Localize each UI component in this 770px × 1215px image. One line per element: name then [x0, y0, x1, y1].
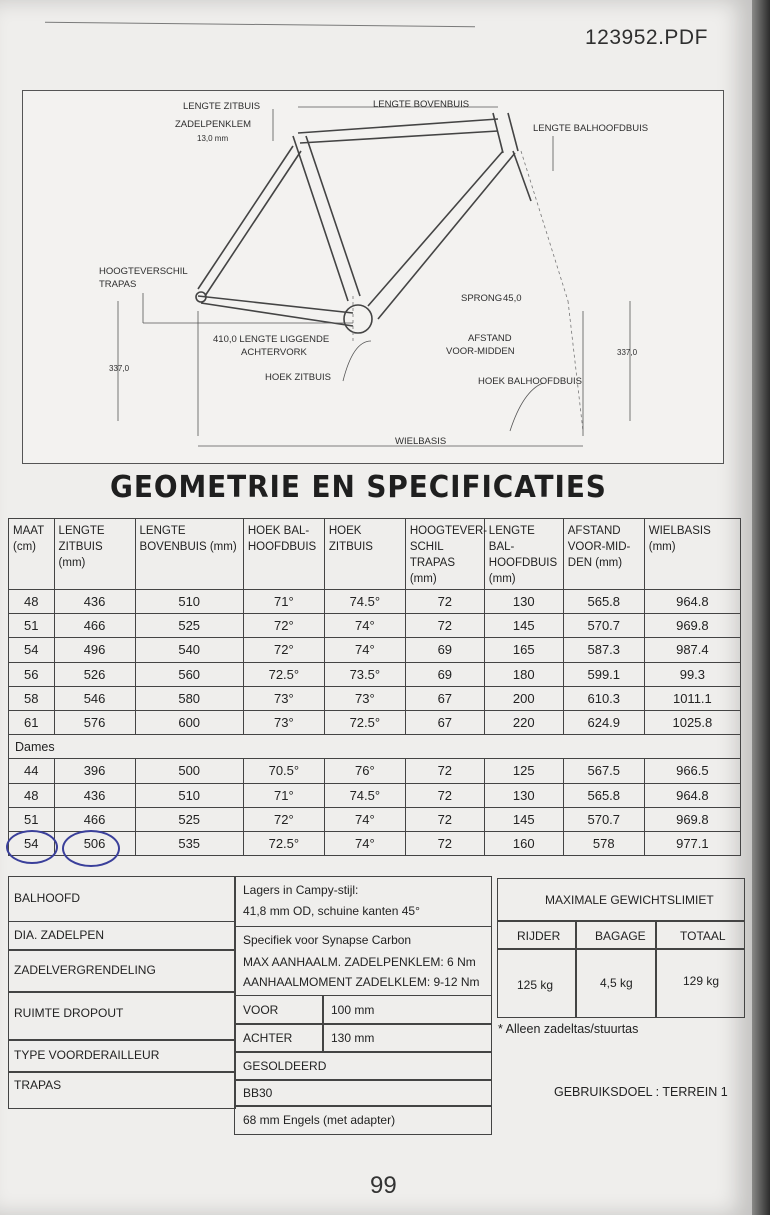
- label-fork-rake: SPRONG: [461, 293, 503, 304]
- weights-note: * Alleen zadeltas/stuurtas: [498, 1022, 639, 1036]
- geometry-header-2: LENGTE BOVENBUIS (mm): [135, 519, 243, 590]
- table-cell: 130: [484, 590, 563, 614]
- table-cell: 220: [484, 710, 563, 734]
- table-cell: 599.1: [563, 662, 644, 686]
- geometry-header-4: HOEK ZITBUIS: [324, 519, 405, 590]
- table-cell: 72.5°: [324, 710, 405, 734]
- label-bb-drop: HOOGTEVERSCHIL: [99, 266, 188, 277]
- table-cell: 160: [484, 831, 563, 855]
- geometry-header-5: HOOGTEVER- SCHIL TRAPAS (mm): [405, 519, 484, 590]
- table-cell: 964.8: [644, 590, 740, 614]
- table-cell: 506: [54, 831, 135, 855]
- page-title: GEOMETRIE EN SPECIFICATIES: [110, 470, 607, 505]
- table-row: [9, 783, 741, 807]
- table-cell: 72°: [243, 807, 324, 831]
- table-cell: 145: [484, 614, 563, 638]
- spec-trapas-label-cell: [8, 1071, 236, 1109]
- spec-derailleur-label: TYPE VOORDERAILLEUR: [14, 1048, 160, 1062]
- spec-derailleur-value-cell: [234, 1051, 492, 1081]
- spec-achter-label-cell: [234, 1023, 324, 1053]
- table-cell: 966.5: [644, 759, 740, 783]
- table-cell: 977.1: [644, 831, 740, 855]
- table-row: [9, 614, 741, 638]
- table-cell: 600: [135, 710, 243, 734]
- table-cell: 165: [484, 638, 563, 662]
- spec-zadelverg-label: ZADELVERGRENDELING: [14, 963, 156, 977]
- table-cell: 73°: [243, 710, 324, 734]
- spec-balhoofd-value-2: 41,8 mm OD, schuine kanten 45°: [243, 904, 420, 918]
- label-seatpost-clamp: ZADELPENKLEM: [175, 119, 252, 130]
- weights-value-rijder: 125 kg: [517, 978, 554, 992]
- top-tube-line: [298, 119, 498, 133]
- table-cell: 587.3: [563, 638, 644, 662]
- table-cell: 71°: [243, 783, 324, 807]
- table-cell: 466: [54, 614, 135, 638]
- table-cell: 56: [9, 662, 55, 686]
- table-section-row: [9, 735, 741, 759]
- table-cell: 466: [54, 807, 135, 831]
- spec-derailleur-value: GESOLDEERD: [243, 1059, 327, 1073]
- table-cell: 200: [484, 686, 563, 710]
- table-cell: 71°: [243, 590, 324, 614]
- label-wheelbase: WIELBASIS: [395, 436, 447, 447]
- geometry-table: [8, 518, 741, 856]
- spec-zadelverg-value-cell: [234, 951, 492, 996]
- weights-header-rijder: RIJDER: [517, 929, 561, 943]
- file-label: 123952.PDF: [585, 26, 708, 49]
- table-cell: 500: [135, 759, 243, 783]
- table-cell: 570.7: [563, 807, 644, 831]
- table-cell: 74°: [324, 614, 405, 638]
- table-row: [9, 590, 741, 614]
- spec-trapas-value-cell-1: [234, 1079, 492, 1107]
- spec-zadelpen-value: Specifiek voor Synapse Carbon: [243, 933, 412, 947]
- table-cell: 61: [9, 710, 55, 734]
- table-cell: 44: [9, 759, 55, 783]
- pen-circle-seat-tube: [62, 830, 120, 867]
- usage-label: GEBRUIKSDOEL : TERREIN 1: [554, 1085, 728, 1099]
- spec-achter-value-cell: [322, 1023, 492, 1053]
- table-cell: 964.8: [644, 783, 740, 807]
- weights-header-bagage-cell: [575, 920, 657, 950]
- weights-header-totaal-cell: [655, 920, 745, 950]
- table-cell: 72.5°: [243, 662, 324, 686]
- weights-header-totaal: TOTAAL: [680, 929, 726, 943]
- header-rule: [45, 22, 475, 28]
- table-cell: 69: [405, 662, 484, 686]
- label-chainstay: 410,0 LENGTE LIGGENDE: [213, 334, 330, 345]
- table-cell: 73.5°: [324, 662, 405, 686]
- weights-title-cell: [497, 878, 745, 922]
- table-cell: 436: [54, 783, 135, 807]
- spec-voor-value-cell: [322, 995, 492, 1025]
- table-cell: 67: [405, 686, 484, 710]
- weights-value-bagage-cell: [575, 948, 657, 1018]
- table-cell: 51: [9, 614, 55, 638]
- table-cell: 125: [484, 759, 563, 783]
- table-cell: 565.8: [563, 783, 644, 807]
- spec-zadelpen-value-cell: [234, 925, 492, 951]
- table-cell: 525: [135, 614, 243, 638]
- geometry-header-6: LENGTE BAL- HOOFDBUIS (mm): [484, 519, 563, 590]
- label-front-center-2: VOOR-MIDDEN: [446, 346, 515, 357]
- table-row: [9, 638, 741, 662]
- table-cell: 54: [9, 638, 55, 662]
- spec-dropout-label: RUIMTE DROPOUT: [14, 1006, 124, 1020]
- book-edge: [752, 0, 770, 1215]
- spec-zadelverg-value-1: MAX AANHAALM. ZADELPENKLEM: 6 Nm: [243, 955, 476, 969]
- table-cell: 987.4: [644, 638, 740, 662]
- table-cell: 546: [54, 686, 135, 710]
- weights-value-totaal: 129 kg: [683, 974, 720, 988]
- spec-zadelpen-label: DIA. ZADELPEN: [14, 928, 105, 942]
- label-chainstay-2: ACHTERVORK: [241, 347, 307, 358]
- table-row: [9, 807, 741, 831]
- table-cell: 72: [405, 759, 484, 783]
- spec-balhoofd-label-cell: [8, 876, 236, 922]
- table-cell: 565.8: [563, 590, 644, 614]
- weights-value-bagage: 4,5 kg: [600, 976, 633, 990]
- weights-title: MAXIMALE GEWICHTSLIMIET: [545, 893, 714, 907]
- table-cell: 72°: [243, 614, 324, 638]
- table-cell: 1011.1: [644, 686, 740, 710]
- table-cell: 74°: [324, 638, 405, 662]
- table-cell: 526: [54, 662, 135, 686]
- spec-balhoofd-value-cell: [234, 876, 492, 927]
- table-cell: 48: [9, 590, 55, 614]
- table-cell: 70.5°: [243, 759, 324, 783]
- table-cell: 72: [405, 614, 484, 638]
- table-cell: 576: [54, 710, 135, 734]
- table-row: [9, 759, 741, 783]
- table-cell: 510: [135, 783, 243, 807]
- table-cell: 610.3: [563, 686, 644, 710]
- table-cell: 72: [405, 831, 484, 855]
- table-cell: 580: [135, 686, 243, 710]
- table-row: [9, 710, 741, 734]
- geometry-header-3: HOEK BAL- HOOFDBUIS: [243, 519, 324, 590]
- label-seat-angle: HOEK ZITBUIS: [265, 372, 331, 383]
- spec-balhoofd-value-1: Lagers in Campy-stijl:: [243, 883, 359, 897]
- table-cell: 969.8: [644, 614, 740, 638]
- table-cell: 969.8: [644, 807, 740, 831]
- spec-dropout-label-cell: [8, 991, 236, 1041]
- table-cell: 73°: [243, 686, 324, 710]
- label-bb-drop-2: TRAPAS: [99, 279, 137, 290]
- table-cell: 58: [9, 686, 55, 710]
- table-cell: 51: [9, 807, 55, 831]
- weights-header-rijder-cell: [497, 920, 577, 950]
- label-seat-tube-length: LENGTE ZITBUIS: [183, 101, 261, 112]
- geometry-header-8: WIELBASIS (mm): [644, 519, 740, 590]
- spec-derailleur-label-cell: [8, 1039, 236, 1073]
- table-cell: 73°: [324, 686, 405, 710]
- spec-trapas-value-cell-2: [234, 1105, 492, 1135]
- table-cell: 99.3: [644, 662, 740, 686]
- table-cell: 540: [135, 638, 243, 662]
- table-cell: 510: [135, 590, 243, 614]
- weights-value-totaal-cell: [655, 948, 745, 1018]
- table-cell: 436: [54, 590, 135, 614]
- frame-geometry-diagram: [22, 90, 724, 464]
- spec-voor-label-cell: [234, 995, 324, 1025]
- label-head-angle: HOEK BALHOOFDBUIS: [478, 376, 582, 387]
- weights-value-rijder-cell: [497, 948, 577, 1018]
- table-cell: 130: [484, 783, 563, 807]
- table-cell: 72: [405, 783, 484, 807]
- spec-voor-label: VOOR: [243, 1003, 279, 1017]
- table-cell: 74.5°: [324, 783, 405, 807]
- table-cell: 74°: [324, 831, 405, 855]
- label-left-height: 337,0: [109, 364, 130, 373]
- label-top-tube-length: LENGTE BOVENBUIS: [373, 99, 470, 110]
- geometry-header-0: MAAT (cm): [9, 519, 55, 590]
- table-cell: 72: [405, 807, 484, 831]
- section-label-dames: Dames: [9, 735, 741, 759]
- label-right-height: 337,0: [617, 348, 638, 357]
- table-cell: 76°: [324, 759, 405, 783]
- table-cell: 72°: [243, 638, 324, 662]
- weights-header-bagage: BAGAGE: [595, 929, 646, 943]
- table-cell: 567.5: [563, 759, 644, 783]
- table-cell: 624.9: [563, 710, 644, 734]
- pen-circle-size: [6, 830, 58, 864]
- table-cell: 74.5°: [324, 590, 405, 614]
- table-cell: 535: [135, 831, 243, 855]
- table-cell: 72: [405, 590, 484, 614]
- geometry-header-row: [9, 519, 741, 590]
- table-cell: 570.7: [563, 614, 644, 638]
- spec-trapas-label: TRAPAS: [14, 1078, 62, 1092]
- page-number: 99: [370, 1172, 397, 1199]
- geometry-header-1: LENGTE ZITBUIS (mm): [54, 519, 135, 590]
- table-cell: 560: [135, 662, 243, 686]
- spec-zadelpen-label-cell: [8, 921, 236, 951]
- table-cell: 525: [135, 807, 243, 831]
- table-cell: 72.5°: [243, 831, 324, 855]
- table-cell: 48: [9, 783, 55, 807]
- table-cell: 69: [405, 638, 484, 662]
- table-cell: 145: [484, 807, 563, 831]
- table-cell: 74°: [324, 807, 405, 831]
- spec-balhoofd-label: BALHOOFD: [14, 891, 81, 905]
- label-head-tube-length: LENGTE BALHOOFDBUIS: [533, 123, 649, 134]
- spec-achter-label: ACHTER: [243, 1031, 293, 1045]
- geometry-header-7: AFSTAND VOOR-MID- DEN (mm): [563, 519, 644, 590]
- spec-voor-value: 100 mm: [331, 1003, 375, 1017]
- table-cell: 396: [54, 759, 135, 783]
- table-cell: 180: [484, 662, 563, 686]
- table-row: [9, 662, 741, 686]
- spec-zadelverg-value-2: AANHAALMOMENT ZADELKLEM: 9-12 Nm: [243, 975, 480, 989]
- spec-achter-value: 130 mm: [331, 1031, 375, 1045]
- table-cell: 578: [563, 831, 644, 855]
- table-cell: 1025.8: [644, 710, 740, 734]
- table-cell: 496: [54, 638, 135, 662]
- table-row: [9, 686, 741, 710]
- label-clamp-value: 13,0 mm: [197, 134, 229, 143]
- label-fork-rake-value: 45,0: [503, 293, 522, 304]
- table-cell: 67: [405, 710, 484, 734]
- spec-trapas-value-2: 68 mm Engels (met adapter): [243, 1113, 396, 1127]
- spec-zadelverg-label-cell: [8, 949, 236, 993]
- spec-trapas-value-1: BB30: [243, 1086, 273, 1100]
- table-cell: 54: [9, 831, 55, 855]
- label-front-center: AFSTAND: [468, 333, 512, 344]
